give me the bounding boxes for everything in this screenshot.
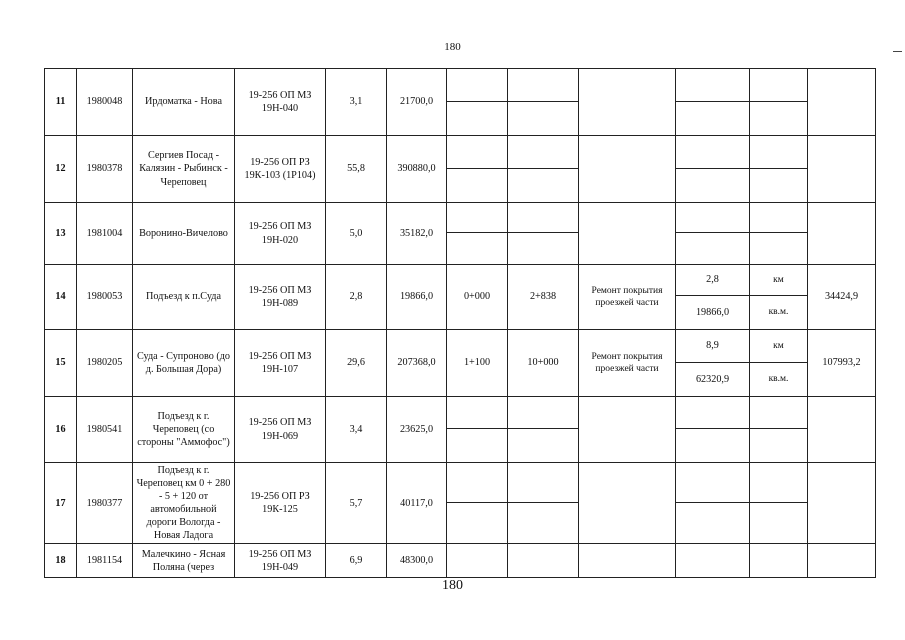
- section-start-lower: [447, 102, 508, 136]
- total-cost: [808, 463, 876, 544]
- section-start: [447, 544, 508, 578]
- unit-km: [750, 69, 808, 102]
- section-start-lower: [447, 233, 508, 265]
- road-code: 19-256 ОП МЗ 19Н-040: [235, 69, 326, 136]
- section-end-lower: [508, 233, 579, 265]
- qty-area: [676, 102, 750, 136]
- unit-area: [750, 169, 808, 203]
- table-row: [45, 203, 876, 233]
- row-number: 11: [45, 69, 77, 136]
- work-type: [579, 69, 676, 136]
- unit-km: [750, 463, 808, 503]
- road-id: 1980377: [77, 463, 133, 544]
- total-cost: [808, 69, 876, 136]
- row-number: 15: [45, 330, 77, 397]
- unit-area: [750, 233, 808, 265]
- total-cost: 107993,2: [808, 330, 876, 397]
- section-end: 10+000: [508, 330, 579, 397]
- section-start: 0+000: [447, 265, 508, 330]
- total-cost: 34424,9: [808, 265, 876, 330]
- road-code: 19-256 ОП МЗ 19Н-069: [235, 397, 326, 463]
- road-area: 23625,0: [387, 397, 447, 463]
- road-area: 19866,0: [387, 265, 447, 330]
- qty-km: [676, 203, 750, 233]
- road-area: 207368,0: [387, 330, 447, 397]
- work-type: [579, 203, 676, 265]
- section-end: [508, 69, 579, 102]
- road-name: Подъезд к г. Череповец км 0 + 280 - 5 + 120 от автомобильной дороги Вологда - Новая Ладога: [133, 463, 235, 544]
- qty-area: 19866,0: [676, 296, 750, 330]
- section-start-lower: [447, 503, 508, 544]
- unit-area: [750, 503, 808, 544]
- unit-area: [750, 429, 808, 463]
- section-start: [447, 203, 508, 233]
- table-row: [45, 265, 876, 296]
- section-start: [447, 397, 508, 429]
- section-start-lower: [447, 169, 508, 203]
- road-name: Сергиев Посад - Калязин - Рыбинск - Череповец: [133, 136, 235, 203]
- qty-km: [676, 397, 750, 429]
- road-id: 1980378: [77, 136, 133, 203]
- road-area: 21700,0: [387, 69, 447, 136]
- row-number: 16: [45, 397, 77, 463]
- section-start-lower: [447, 429, 508, 463]
- road-code: 19-256 ОП МЗ 19Н-089: [235, 265, 326, 330]
- section-end-lower: [508, 169, 579, 203]
- road-code: 19-256 ОП МЗ 19Н-020: [235, 203, 326, 265]
- qty-area: [676, 429, 750, 463]
- road-name: Малечкино - Ясная Поляна (через: [133, 544, 235, 578]
- qty-area: [676, 169, 750, 203]
- section-start: [447, 463, 508, 503]
- work-type: [579, 136, 676, 203]
- qty-area: [676, 503, 750, 544]
- unit-km: [750, 544, 808, 578]
- road-id: 1981154: [77, 544, 133, 578]
- road-length: 5,0: [326, 203, 387, 265]
- road-id: 1981004: [77, 203, 133, 265]
- road-id: 1980053: [77, 265, 133, 330]
- table-row: [45, 397, 876, 429]
- road-area: 390880,0: [387, 136, 447, 203]
- road-id: 1980048: [77, 69, 133, 136]
- row-number: 17: [45, 463, 77, 544]
- section-end: [508, 544, 579, 578]
- road-name: Ирдоматка - Нова: [133, 69, 235, 136]
- table-row: [45, 69, 876, 102]
- qty-km: [676, 544, 750, 578]
- road-area: 48300,0: [387, 544, 447, 578]
- road-length: 55,8: [326, 136, 387, 203]
- unit-area: [750, 102, 808, 136]
- qty-km: [676, 136, 750, 169]
- unit-km: [750, 136, 808, 169]
- roads-table: [44, 68, 876, 578]
- section-start: 1+100: [447, 330, 508, 397]
- total-cost: [808, 397, 876, 463]
- road-code: 19-256 ОП РЗ 19К-103 (1Р104): [235, 136, 326, 203]
- work-type: [579, 463, 676, 544]
- unit-km: [750, 397, 808, 429]
- row-number: 12: [45, 136, 77, 203]
- road-area: 40117,0: [387, 463, 447, 544]
- qty-area: [676, 233, 750, 265]
- road-name: Воронино-Вичелово: [133, 203, 235, 265]
- unit-km: [750, 203, 808, 233]
- unit-km: км: [750, 330, 808, 363]
- qty-area: 62320,9: [676, 363, 750, 397]
- table-row: [45, 463, 876, 503]
- road-length: 2,8: [326, 265, 387, 330]
- row-number: 14: [45, 265, 77, 330]
- road-name: Подъезд к п.Суда: [133, 265, 235, 330]
- table-row: [45, 330, 876, 363]
- qty-km: 2,8: [676, 265, 750, 296]
- total-cost: [808, 136, 876, 203]
- edge-mark: [893, 51, 902, 52]
- section-end-lower: [508, 102, 579, 136]
- road-area: 35182,0: [387, 203, 447, 265]
- road-length: 6,9: [326, 544, 387, 578]
- section-end: 2+838: [508, 265, 579, 330]
- road-length: 29,6: [326, 330, 387, 397]
- road-length: 3,1: [326, 69, 387, 136]
- row-number: 18: [45, 544, 77, 578]
- road-id: 1980541: [77, 397, 133, 463]
- work-type: Ремонт покрытия проезжей части: [579, 330, 676, 397]
- page-number-bottom: 180: [442, 578, 463, 593]
- section-end: [508, 463, 579, 503]
- qty-km: 8,9: [676, 330, 750, 363]
- page-number-top: 180: [444, 41, 461, 53]
- section-end: [508, 397, 579, 429]
- qty-km: [676, 463, 750, 503]
- table-row: [45, 136, 876, 169]
- work-type: Ремонт покрытия проезжей части: [579, 265, 676, 330]
- unit-area: кв.м.: [750, 296, 808, 330]
- road-name: Подъезд к г. Череповец (со стороны "Аммофос"): [133, 397, 235, 463]
- section-end-lower: [508, 503, 579, 544]
- road-name: Суда - Супроново (до д. Большая Дора): [133, 330, 235, 397]
- road-code: 19-256 ОП РЗ 19К-125: [235, 463, 326, 544]
- unit-km: км: [750, 265, 808, 296]
- section-end-lower: [508, 429, 579, 463]
- table-row: [45, 544, 876, 578]
- work-type: [579, 544, 676, 578]
- row-number: 13: [45, 203, 77, 265]
- total-cost: [808, 544, 876, 578]
- road-length: 5,7: [326, 463, 387, 544]
- section-end: [508, 136, 579, 169]
- road-length: 3,4: [326, 397, 387, 463]
- road-id: 1980205: [77, 330, 133, 397]
- section-start: [447, 69, 508, 102]
- work-type: [579, 397, 676, 463]
- total-cost: [808, 203, 876, 265]
- section-end: [508, 203, 579, 233]
- section-start: [447, 136, 508, 169]
- road-code: 19-256 ОП МЗ 19Н-107: [235, 330, 326, 397]
- road-code: 19-256 ОП МЗ 19Н-049: [235, 544, 326, 578]
- unit-area: кв.м.: [750, 363, 808, 397]
- qty-km: [676, 69, 750, 102]
